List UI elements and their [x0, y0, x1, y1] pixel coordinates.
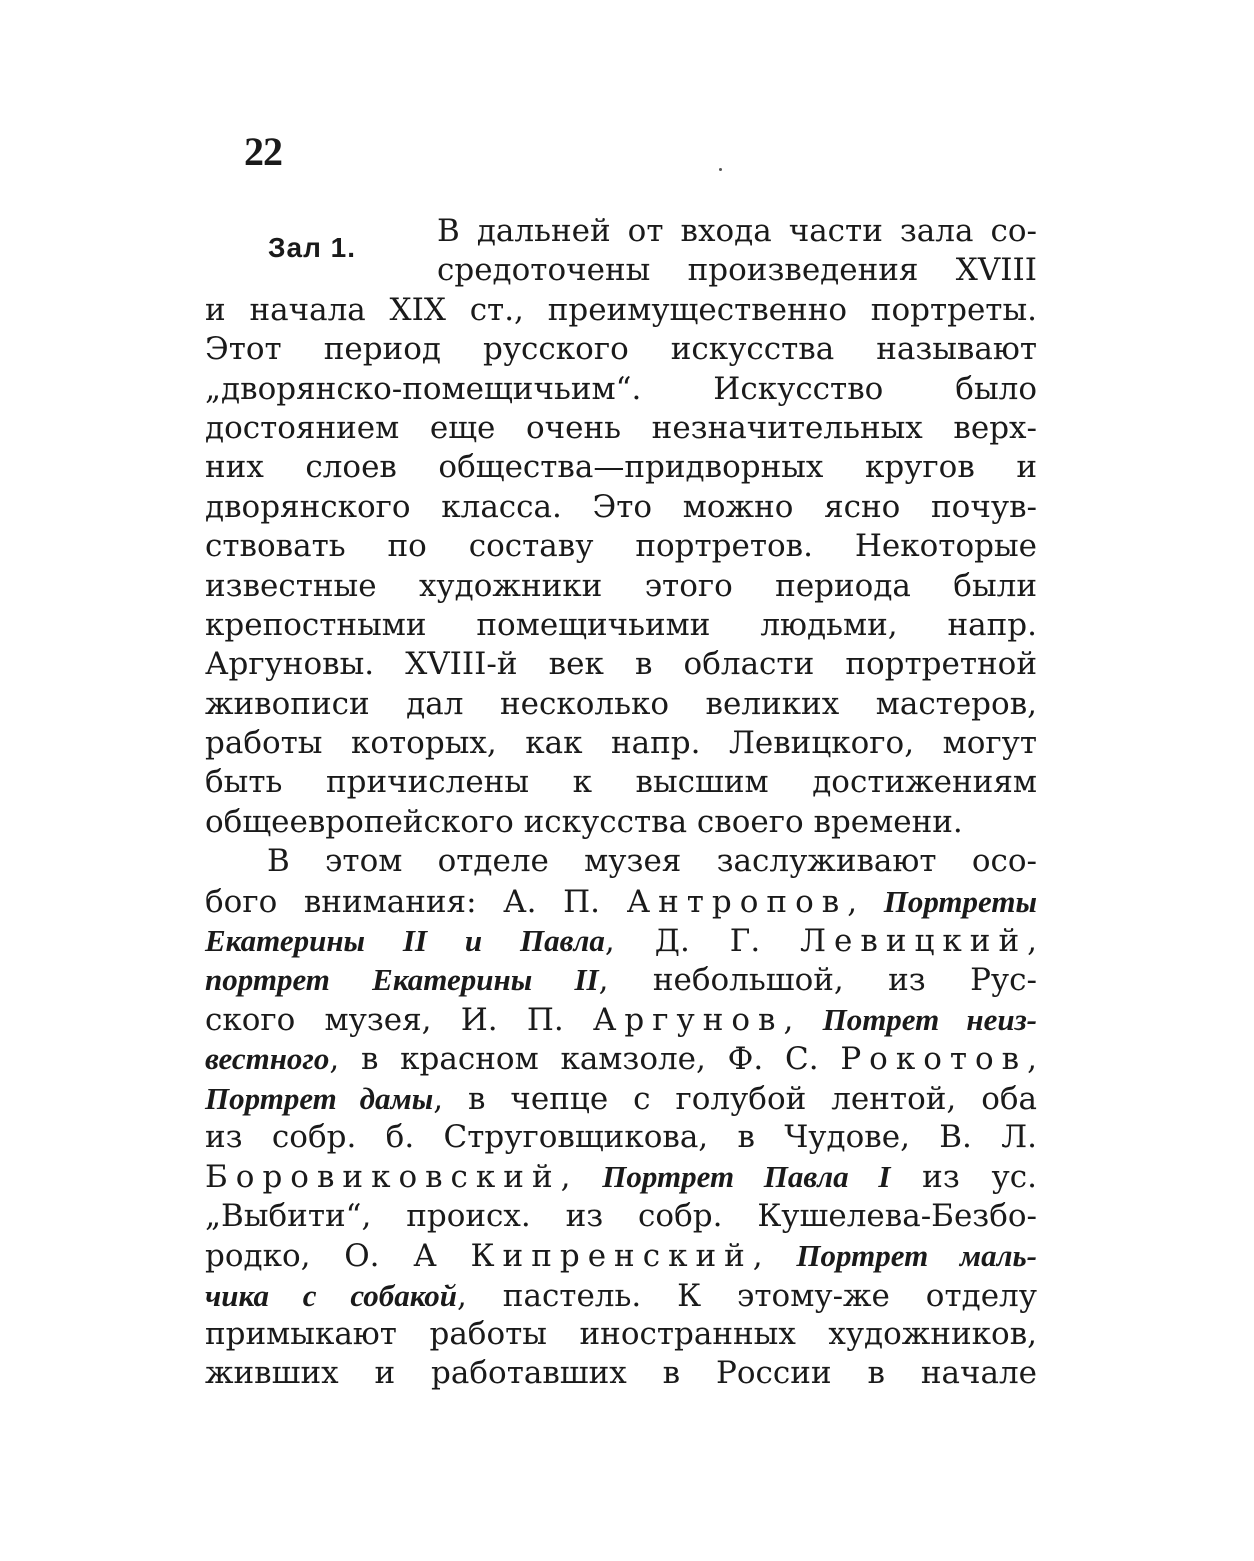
text-run: живших и работавших в России в начале: [205, 1355, 1037, 1392]
italic-title: вестного: [205, 1041, 330, 1077]
artist-name: Антропов: [626, 883, 848, 920]
text-line: [205, 370, 1037, 409]
artist-name: Аргунов: [592, 1001, 784, 1038]
italic-title: Екатерины II и Павла: [205, 923, 605, 959]
text-run: них слоев общества—придворных кругов и: [205, 449, 1037, 486]
italic-title: портрет Екатерины II: [205, 962, 599, 998]
artist-name: Рокотов: [840, 1041, 1028, 1078]
text-line: [205, 921, 1037, 960]
text-run: , в красном камзоле, Ф. С.: [329, 1041, 841, 1078]
text-line: [205, 1197, 1037, 1236]
italic-title: Портрет дамы: [205, 1080, 434, 1116]
body-text: [205, 212, 1037, 1394]
italic-title: Портрет маль-: [796, 1238, 1037, 1274]
artist-name: Левицкий: [800, 923, 1028, 960]
text-line: [205, 882, 1037, 921]
text-line: [205, 645, 1037, 684]
text-run: Аргуновы. XVIII-й век в области портретной: [205, 646, 1037, 683]
text-line: [205, 567, 1037, 606]
text-line: [437, 212, 1037, 251]
text-run: работы которых, как напр. Левицкого, могут: [205, 725, 1037, 762]
text-run: достоянием еще очень незначительных верх-: [205, 409, 1037, 446]
text-run: Этот период русского искусства называют: [205, 331, 1037, 368]
text-line: [205, 291, 1037, 330]
text-run: известные художники этого периода были: [205, 567, 1037, 604]
print-speck: [719, 168, 722, 171]
artist-name: Боровиковский: [205, 1159, 561, 1196]
text-run: и начала XIX ст., преимущественно портреты.: [205, 291, 1037, 328]
text-run: „дворянско-помещичьим“. Искусство было: [205, 370, 1037, 407]
text-line: [205, 1276, 1037, 1315]
text-line: [205, 606, 1037, 645]
text-run: примыкают работы иностранных художников,: [205, 1315, 1037, 1352]
text-run: , небольшой, из Рус-: [598, 962, 1038, 999]
text-line: [205, 1079, 1037, 1118]
text-run: В дальней от входа части зала со-: [437, 213, 1037, 249]
text-run: , в чепце с голубой лентой, оба: [433, 1080, 1037, 1117]
text-run: ского музея, И. П.: [205, 1001, 593, 1038]
text-run: ствовать по составу портретов. Некоторые: [205, 528, 1037, 565]
italic-title: Портреты: [883, 883, 1037, 919]
text-run: средоточены произведения XVIII: [437, 252, 1037, 289]
text-line: [205, 1354, 1037, 1393]
text-run: „Выбити“, происх. из собр. Кушелева-Безбо-: [205, 1197, 1037, 1234]
italic-title: чика с собакой: [205, 1277, 458, 1313]
text-run: ,: [560, 1159, 603, 1196]
text-run: В этом отделе музея заслуживают осо-: [267, 843, 1037, 880]
text-run: ,: [1027, 1041, 1037, 1078]
text-line: [205, 960, 1037, 999]
text-line: [205, 1039, 1037, 1078]
text-line: [205, 724, 1037, 763]
text-run: , пастель. К этому-же отделу: [457, 1277, 1037, 1314]
text-run: крепостными помещичьими людьми, напр.: [205, 606, 1037, 643]
text-line: [205, 488, 1037, 527]
text-run: дворянского класса. Это можно ясно почув-: [205, 488, 1037, 525]
text-run: из ус.: [890, 1159, 1038, 1196]
text-line: [205, 330, 1037, 369]
text-run: ,: [752, 1238, 797, 1275]
text-run: , Д. Г.: [604, 923, 801, 960]
text-run: бого внимания: А. П.: [205, 883, 627, 920]
text-line: [205, 1236, 1037, 1275]
artist-name: Кипренский: [470, 1238, 753, 1275]
text-line: [205, 1118, 1037, 1157]
page-number: 22: [244, 129, 282, 174]
margin-note-hall: Зал 1.: [268, 232, 357, 263]
text-line: [205, 527, 1037, 566]
text-run: ,: [1027, 923, 1037, 960]
text-line: [205, 842, 1037, 881]
text-line: [205, 763, 1037, 802]
text-line: [205, 685, 1037, 724]
text-line: [205, 803, 1037, 842]
text-line: [437, 251, 1037, 290]
text-line: [205, 1157, 1037, 1196]
text-line: [205, 1000, 1037, 1039]
text-run: общеевропейского искусства своего времени.: [205, 803, 963, 840]
text-line: [205, 1315, 1037, 1354]
text-run: живописи дал несколько великих мастеров,: [205, 685, 1037, 722]
text-run: родко, О. А: [205, 1238, 471, 1275]
text-run: быть причислены к высшим достижениям: [205, 764, 1037, 801]
text-run: из собр. б. Струговщикова, в Чудове, В. Л.: [205, 1118, 1037, 1155]
italic-title: Портрет Павла I: [602, 1159, 891, 1195]
text-line: [205, 409, 1037, 448]
text-run: ,: [783, 1001, 823, 1038]
text-line: [205, 448, 1037, 487]
italic-title: Потрет неиз-: [822, 1001, 1037, 1037]
text-run: ,: [847, 883, 884, 920]
